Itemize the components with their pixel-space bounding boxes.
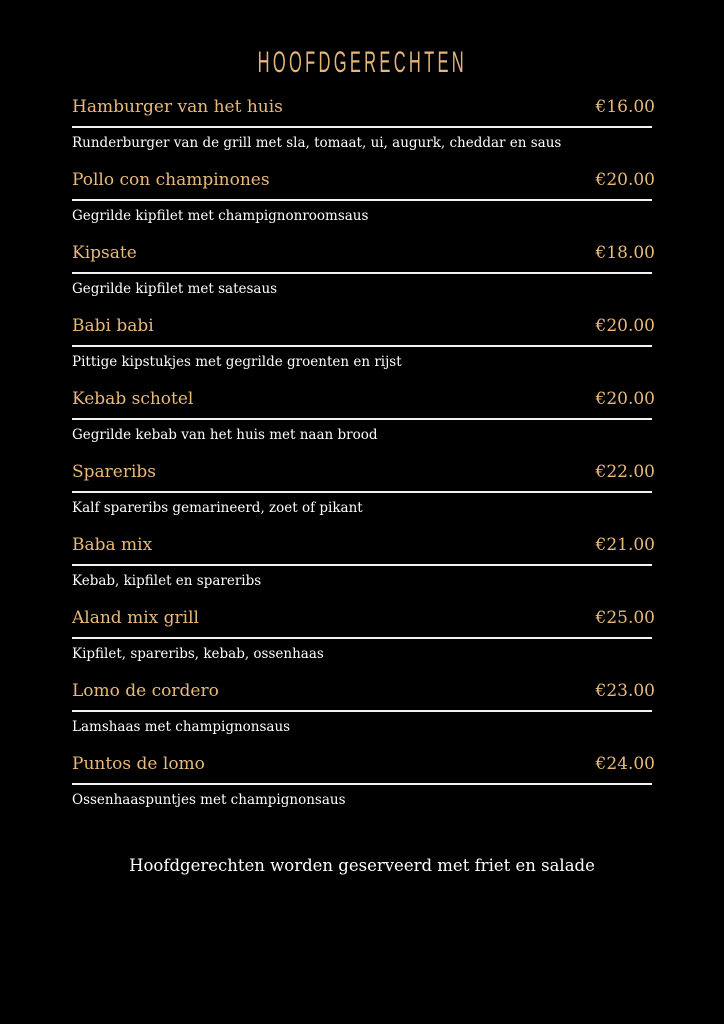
item-name: Spareribs [72,462,157,482]
item-name: Puntos de lomo [72,754,205,774]
item-header [72,315,655,347]
item-description: Lamshaas met champignonsaus [72,719,291,735]
item-description: Kebab, kipfilet en spareribs [72,573,262,589]
item-price: €20.00 [595,389,655,409]
item-price: €23.00 [595,681,655,701]
menu-item [72,534,655,607]
item-price: €20.00 [595,316,655,336]
menu-item [72,753,655,826]
item-price: €16.00 [595,97,655,117]
item-header [72,461,655,493]
item-price: €24.00 [595,754,655,774]
item-description: Runderburger van de grill met sla, tomaat, ui, augurk, cheddar en saus [72,135,562,151]
menu-item [72,96,655,169]
item-description: Gegrilde kebab van het huis met naan brood [72,427,378,443]
item-description: Gegrilde kipfilet met satesaus [72,281,278,297]
item-description: Pittige kipstukjes met gegrilde groenten en rijst [72,354,402,370]
item-name: Kebab schotel [72,389,194,409]
menu-item [72,461,655,534]
item-header [72,680,655,712]
item-name: Kipsate [72,243,137,263]
item-header [72,534,655,566]
item-price: €21.00 [595,535,655,555]
item-header [72,242,655,274]
menu-item [72,680,655,753]
item-description: Kalf spareribs gemarineerd, zoet of pikant [72,500,363,516]
item-description: Gegrilde kipfilet met champignonroomsaus [72,208,369,224]
item-name: Aland mix grill [72,608,199,628]
item-header [72,753,655,785]
menu-item [72,169,655,242]
item-name: Lomo de cordero [72,681,219,701]
item-name: Pollo con champinones [72,170,270,190]
item-name: Hamburger van het huis [72,97,283,117]
menu-item [72,315,655,388]
item-header [72,388,655,420]
title-text: HOOFDGERECHTEN [257,46,467,79]
page-title [0,46,724,80]
item-name: Baba mix [72,535,153,555]
item-price: €18.00 [595,243,655,263]
item-price: €20.00 [595,170,655,190]
item-name: Babi babi [72,316,154,336]
item-header [72,169,655,201]
item-header [72,96,655,128]
item-header [72,607,655,639]
item-price: €25.00 [595,608,655,628]
menu-item [72,242,655,315]
menu-item [72,607,655,680]
item-price: €22.00 [595,462,655,482]
item-description: Ossenhaaspuntjes met champignonsaus [72,792,346,808]
footer-note: Hoofdgerechten worden geserveerd met friet en salade [129,856,595,875]
item-description: Kipfilet, spareribs, kebab, ossenhaas [72,646,324,662]
menu-item [72,388,655,461]
